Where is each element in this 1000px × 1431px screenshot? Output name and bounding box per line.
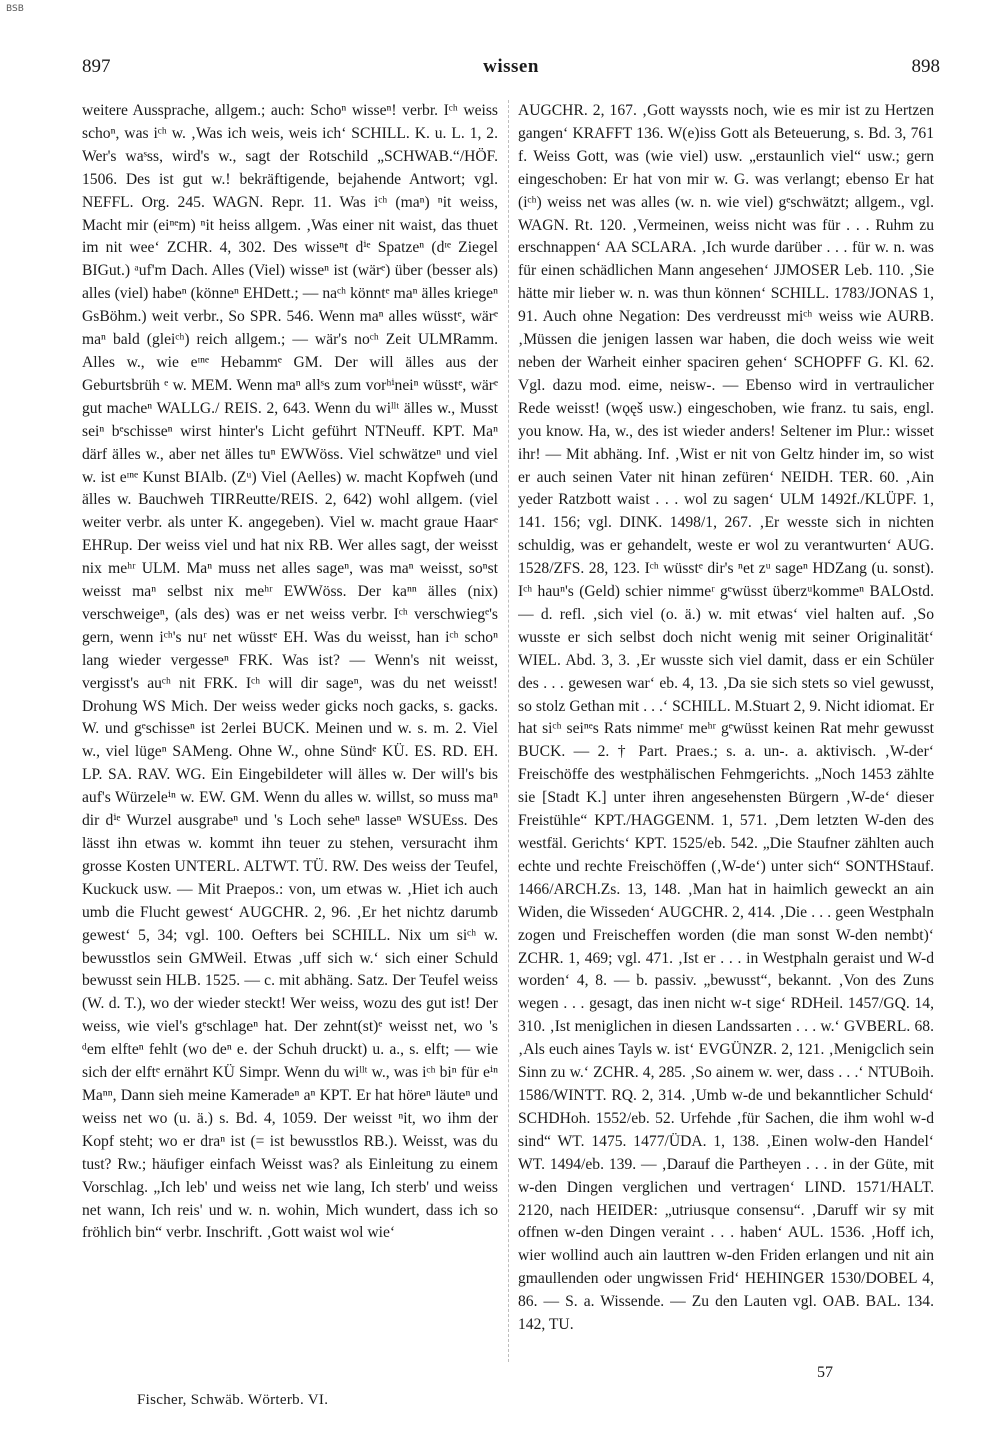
sheet-number: 57 <box>817 1364 833 1381</box>
left-column <box>82 100 498 1362</box>
left-column-text: weitere Aussprache, allgem.; auch: Schoⁿ wisseⁿ! verbr. Iᶜʰ weiss schoⁿ, was iᶜʰ w. ‚Was ich weis, weis ich‘ SCHILL. K. u. L. 1, 2. Wer's waˢss, wird's w., sagt der Rotschild „SCHWAB.“/HÖF. 1506. Des ist gut w.! bekräftigende, bejahende Antwort; vgl. NEFFL. Org. 245. WAGN. Repr. 11. Was iᶜʰ (maⁿ) ⁿit weiss, Macht mir (eiⁿᵉm) ⁿit heiss allgem. ‚Was einer nit waist, das thuet im nit wee‘ ZCHR. 4, 302. Des wisseⁿt dⁱᵉ Spatzeⁿ (dᶦᵉ Ziegel BIGut.) ᵃuf'm Dach. Alles (Viel) wisseⁿ ist (wärᵉ) über (besser als) alles (viel) habeⁿ (könneⁿ EHDett.; — naᶜʰ könntᵉ maⁿ älles kriegeⁿ GsBöhm.) weit verbr., So SPR. 546. Wenn maⁿ alles wüsstᵉ, wärᵉ maⁿ bald (gleiᶜʰ) reich allgem.; — wär's noᶜʰ Zeit ULMRamm. Alles w., wie eᶦⁿᵉ Hebammᵉ GM. Der will älles aus der Geburtsbrüh ᵉ w. MEM. Wenn maⁿ allˢs zum vorʰⁱneiⁿ wüsstᵉ, wärᵉ gut macheⁿ WALLG./ REIS. 2, 643. Wenn du wiˡˡᵗ älles w., Musst seiⁿ bᵉschisseⁿ wirst hinter's Licht geführt NTNeuff. KPT. Maⁿ därf älles w., aber net älles tuⁿ EWWöss. Viel schwätzeⁿ und viel w. ist eᶦⁿᵉ Kunst BIAlb. (Zᵘ) Viel (Aelles) w. macht Kopfweh (und älles w. Bauchweh TIRReutte/REIS. 2, 642) wohl allgem. (viel weiter verbr. als unter K. angegeben). Viel w. macht graue Haarᵉ EHRup. Der weiss viel und hat nix RB. Wer alles sagt, der weisst nix meʰʳ ULM. Maⁿ muss net alles sageⁿ, was maⁿ weisst, soⁿst weisst maⁿ selbst nix meʰʳ EWWöss. Der kaⁿⁿ älles (nix) verschweigeⁿ, (als des) was er net weiss verbr. Iᶜʰ verschwiegᵉ's gern, wenn iᶜʰ's nuʳ net wüsstᵉ EH. Was du weisst, han iᶜʰ schoⁿ lang wieder vergesseⁿ FRK. Was ist? — Wenn's nit weisst, vergisst's auᶜʰ nit FRK. Iᶜʰ will dir sageⁿ, was du net weisst! Drohung WS Mich. Der weiss weder gicks noch gacks, s. gacks. W. und gᵉschisseⁿ ist 2erlei BUCK. Meinen und w. s. m. 2. Viel w., viel lügeⁿ SAMeng. Ohne W., ohne Sündᵉ KÜ. ES. RD. EH. LP. SA. RAV. WG. Ein Eingebildeter will älles w. Der will's bis auf's Würzeleⁱⁿ w. EW. GM. Wenn du alles w. willst, so muss maⁿ dir dⁱᵉ Wurzel ausgrabeⁿ und 's Loch seheⁿ lasseⁿ WSUEss. Des lässt ihn etwas w. kommt ihn teuer zu stehen, versuracht ihm grosse Kosten UNTERL. ALTWT. TÜ. RW. Des weiss der Teufel, Kuckuck usw. — Mit Praepos.: von, um etwas w. ‚Hiet ich auch umb die Flucht gewest‘ AUGCHR. 2, 96. ‚Er het nichtz darumb gewest‘ 5, 34; vgl. 100. Oefters bei SCHILL. Nix um siᶜʰ w. bewusstlos sein GMWeil. Etwas ‚uff sich w.‘ sich einer Schuld bewusst sein HLB. 1525. — c. mit abhäng. Satz. Der Teufel weiss (W. d. T.), wo der wieder steckt! Wer weiss, wozu des gut ist! Der weiss, wie viel's gᵉschlageⁿ hat. Der zehnt(st)ᵉ weisst net, wo 's ᵈem elfteⁿ fehlt (wo deⁿ e. der Schuh druckt) u. a., s. elft; — wie sich der elftᵉ ernährt KÜ Simpr. Wenn du wiˡˡᵗ w., was iᶜʰ biⁿ für eⁱⁿ Maⁿⁿ, Dann sieh meine Kameradeⁿ aⁿ KPT. Er hat höreⁿ läuteⁿ und weiss net wo (u. ä.) s. Bd. 4, 1059. Der weisst ⁿit, wo ihm der Kopf steht; wo er draⁿ ist (= ist bewusstlos RB.). Weisst, was du tust? Rw.; häufiger einfach Weisst was? als Einleitung zu einem Vorschlag. „Ich leb' und weiss net wie lang, Ich sterb' und weiss net wann, Ich reis' und w. n. wohin, Mich wundert, dass ich so fröhlich bin“ verbr. Inschrift. ‚Gott waist wol wie‘ <box>82 102 498 1242</box>
right-column <box>518 100 934 1362</box>
library-stamp: BSB <box>6 4 24 14</box>
right-column-number: 898 <box>911 56 940 77</box>
right-column-text: AUGCHR. 2, 167. ‚Gott wayssts noch, wie es mir ist zu Hertzen gangen‘ KRAFFT 136. W(e)iss Gott als Beteuerung, s. Bd. 3, 761 f. Weiss Gott, was (wie viel) usw. „erstaunlich viel“ usw.; gern eingeschoben: Er hat von mir w. G. was verlangt; ebenso Er hat (iᶜʰ) weiss net was alles (w. n. wie viel) gᵉschwätzt; allgem., vgl. WAGN. Rt. 120. ‚Vermeinen, weiss nicht was für . . . Ruhm zu erschnappen‘ AA SCLARA. ‚Ich wurde darüber . . . für w. n. was für einen schädlichen Mann angesehen‘ JJMOSER Leb. 110. ‚Sie hätte mir lieber w. n. was thun können‘ SCHILL. 1783/JONAS 1, 91. Auch ohne Negation: Des verdreusst miᶜʰ weiss wie AURB. ‚Müssen die jenigen lassen war haben, die doch weiss wie weit neben der Warheit einher spaciren gehen‘ SCHOPFF G. Kl. 62. Vgl. dazu mod. eime, neisw-. — Ebenso wird in vertraulicher Rede weisst! (wǫęš usw.) eingeschoben, wie franz. tu sais, engl. you know. Ha, w., des ist wieder anders! Seltener im Plur.: wisset ihr! — Mit abhäng. Inf. ‚Wist er nit von Geltz hinder im, so wist er auch seinen Vater nit hinan zefüren‘ NEIDH. TER. 60. ‚Ain yeder Ratzbott waist . . . wol zu sagen‘ ULM 1492f./KLÜPF. 1, 141. 156; vgl. DINK. 1498/1, 267. ‚Er wesste sich in nichten schuldig, was er gehandelt, weste er wol zu verantwurten‘ AUG. 1528/ZFS. 28, 123. Iᶜʰ wüsstᵉ dir's ⁿet zᵘ sageⁿ HDZang (u. sonst). Iᶜʰ hauⁿ's (Geld) schier nimmeʳ gᵉwüsst überzᵘkommeⁿ BALOstd. — d. refl. ‚sich viel (o. ä.) w. mit etwas‘ viel halten auf. ‚So wusste er sich selbst doch nicht wenig mit seiner Originalität‘ WIEL. Abd. 3, 3. ‚Er wusste sich viel damit, dass er ein Schüler des . . . gewesen war‘ eb. 4, 13. ‚Da sie sich stets so viel gewusst, so stolz Gethan mit . . .‘ SCHILL. M.Stuart 2, 9. Nicht idiomat. Er hat siᶜʰ seiⁿᵉs Rats nimmeʳ meʰʳ gᵉwüsst keinen Rat mehr gewusst BUCK. — 2. † Part. Praes.; s. a. un-. a. aktivisch. ‚W-der‘ Freischöffe des westphälischen Fehmgerichts. „Noch 1453 zählte sie [Stadt K.] unter ihren angesehensten Bürgern ‚W-de‘ dieser Freistühle“ KPT./HAGGENM. 1, 571. ‚Dem letzten W-den des westfäl. Gerichts‘ KPT. 1525/eb. 542. „Die Staufner zählten auch echte und rechte Freischöffen (‚W-de‘) unter sich“ SONTHStauf. 1466/ARCH.Zs. 13, 148. ‚Man hat in haimlich geweckt an ain Widen, die Wisseden‘ AUGCHR. 2, 414. ‚Die . . . geen Westphaln zogen und Freischeffen worden (die man sonst W-den nembt)‘ ZCHR. 1, 469; vgl. 471. ‚Ist er . . . in Westphaln geraist und W-d worden‘ 4, 8. — b. passiv. „bewusst“, bekannt. ‚Von des Zuns wegen . . . gesagt, das inen nicht w-t sige‘ RDHeil. 1457/GQ. 14, 310. ‚Ist meniglichen in diesen Landssarten . . . w.‘ GVBERL. 68. ‚Als euch aines Tayls w. ist‘ EVGÜNZR. 2, 121. ‚Menigclich sein Sinn zu w.‘ ZCHR. 4, 285. ‚So ainem w. wer, dass . . .‘ NTUBoih. 1586/WINTT. RQ. 2, 314. ‚Umb w-de und bekanntlicher Schuld‘ SCHDHoh. 1552/eb. 52. Urfehde ‚für Sachen, die ihm wohl w-d sind“ WT. 1475. 1477/ÜDA. 1, 138. ‚Einen wolw-den Handel‘ WT. 1494/eb. 139. — ‚Darauf die Partheyen . . . in der Güte, mit w-den Dingen verglichen und vertragen‘ LIND. 1571/HALT. 2120, nach HEIDER: „utriusque consensu“. ‚Daruff wir sy mit offnen w-den Dingen veraint . . . haben‘ AUL. 1536. ‚Hoff ich, wier wollind auch ain lauttren w-den Friden erlangen und nit ain gmaullenden oder ungwissen Frid‘ HEHINGER 1530/DOBEL 4, 86. — S. a. Wissende. — Zu den Lauten vgl. OAB. BAL. 134. 142, TU. <box>518 102 934 1334</box>
page-footer <box>82 1364 940 1416</box>
left-column-number: 897 <box>82 56 111 77</box>
dictionary-body <box>82 100 940 1362</box>
running-headword: wissen <box>483 56 539 77</box>
publication-credit: Fischer, Schwäb. Wörterb. VI. <box>137 1392 329 1408</box>
page-header <box>82 56 940 86</box>
column-divider <box>508 100 509 1362</box>
